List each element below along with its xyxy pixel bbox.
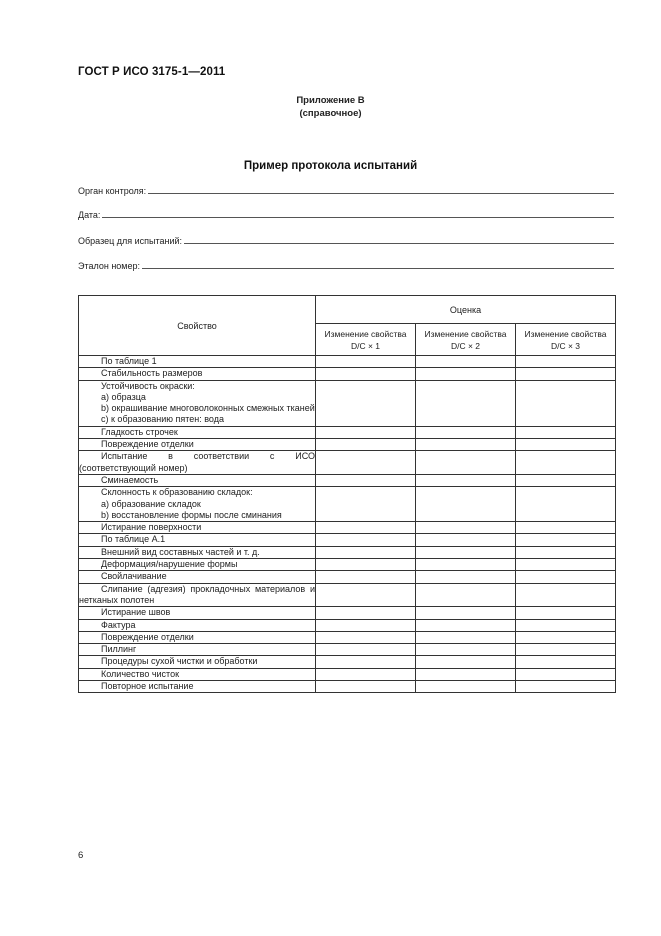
field-label: Орган контроля: xyxy=(78,186,147,196)
grade-cell[interactable] xyxy=(516,668,616,680)
grade-cell[interactable] xyxy=(516,426,616,438)
property-cell xyxy=(79,631,316,643)
property-cell xyxy=(79,356,316,368)
property-text: Фактура xyxy=(101,619,136,630)
grade-cell[interactable] xyxy=(516,451,616,475)
grade-cell[interactable] xyxy=(516,631,616,643)
grade-cell[interactable] xyxy=(316,619,416,631)
table-row xyxy=(79,380,616,426)
property-text: с) к образованию пятен: вода xyxy=(101,414,224,425)
property-text: Повреждение отделки xyxy=(101,631,194,642)
column-header-grade: Оценка xyxy=(316,296,616,324)
grade-cell[interactable] xyxy=(416,380,516,426)
table-row xyxy=(79,474,616,486)
grade-cell[interactable] xyxy=(516,380,616,426)
table-row xyxy=(79,681,616,693)
fill-line[interactable] xyxy=(142,268,614,269)
column-header-dc1 xyxy=(316,324,416,356)
sub-header-line: D/C × 1 xyxy=(350,340,381,351)
grade-cell[interactable] xyxy=(316,451,416,475)
table-row xyxy=(79,668,616,680)
property-text: Повторное испытание xyxy=(101,681,194,692)
table-row xyxy=(79,644,616,656)
table-row xyxy=(79,607,616,619)
table-row xyxy=(79,534,616,546)
sub-header-line: Изменение свойства xyxy=(424,328,507,339)
property-cell xyxy=(79,487,316,522)
property-cell xyxy=(79,644,316,656)
grade-cell[interactable] xyxy=(516,439,616,451)
field-inspection-body xyxy=(78,186,614,196)
grade-cell[interactable] xyxy=(516,474,616,486)
grade-cell[interactable] xyxy=(316,439,416,451)
grade-cell[interactable] xyxy=(316,522,416,534)
grade-cell[interactable] xyxy=(316,487,416,522)
document-header: ГОСТ Р ИСО 3175-1—2011 xyxy=(78,66,226,78)
column-header-dc2 xyxy=(416,324,516,356)
grade-cell[interactable] xyxy=(516,356,616,368)
grade-cell[interactable] xyxy=(316,681,416,693)
property-text: b) окрашивание многоволоконных смежных тканей xyxy=(101,403,315,414)
table-row xyxy=(79,522,616,534)
fill-line[interactable] xyxy=(102,217,614,218)
grade-cell[interactable] xyxy=(516,487,616,522)
property-text: b) восстановление формы после сминания xyxy=(101,509,282,520)
property-text: Склонность к образованию складок: xyxy=(101,487,253,498)
property-cell xyxy=(79,522,316,534)
property-cell xyxy=(79,571,316,583)
sub-header-line: Изменение свойства xyxy=(524,328,607,339)
table-row xyxy=(79,656,616,668)
property-cell xyxy=(79,474,316,486)
grade-cell[interactable] xyxy=(316,668,416,680)
table-row xyxy=(79,619,616,631)
table-row xyxy=(79,583,616,607)
property-cell xyxy=(79,681,316,693)
test-report-table xyxy=(78,295,616,693)
grade-cell[interactable] xyxy=(316,644,416,656)
column-header-dc3 xyxy=(516,324,616,356)
grade-cell[interactable] xyxy=(516,534,616,546)
grade-cell[interactable] xyxy=(316,380,416,426)
grade-cell[interactable] xyxy=(416,356,516,368)
property-text: Испытание в соответствии с ИСО (соответствующий номер) xyxy=(79,451,315,473)
property-text: Стабильность размеров xyxy=(101,368,203,379)
grade-cell[interactable] xyxy=(416,474,516,486)
property-text: Сминаемость xyxy=(101,474,159,485)
table-row xyxy=(79,426,616,438)
grade-cell[interactable] xyxy=(316,368,416,380)
table-row xyxy=(79,571,616,583)
grade-cell[interactable] xyxy=(416,571,516,583)
property-text: По таблице А.1 xyxy=(101,534,166,545)
property-text: а) образца xyxy=(101,391,146,402)
grade-cell[interactable] xyxy=(416,522,516,534)
grade-cell[interactable] xyxy=(316,426,416,438)
property-cell xyxy=(79,451,316,475)
property-text: Пиллинг xyxy=(101,644,137,655)
grade-cell[interactable] xyxy=(316,474,416,486)
appendix-title: Приложение В xyxy=(296,95,365,106)
grade-cell[interactable] xyxy=(416,439,516,451)
column-header-property: Свойство xyxy=(79,296,316,356)
grade-cell[interactable] xyxy=(516,368,616,380)
grade-cell[interactable] xyxy=(516,522,616,534)
grade-cell[interactable] xyxy=(416,644,516,656)
property-cell xyxy=(79,439,316,451)
property-cell xyxy=(79,619,316,631)
sub-header-line: D/C × 3 xyxy=(550,340,581,351)
table-row xyxy=(79,559,616,571)
page-number: 6 xyxy=(78,850,84,861)
grade-cell[interactable] xyxy=(416,619,516,631)
grade-cell[interactable] xyxy=(416,681,516,693)
document-title: Пример протокола испытаний xyxy=(243,160,418,172)
table-row xyxy=(79,631,616,643)
field-test-sample xyxy=(78,236,614,246)
property-text: Деформация/нарушение формы xyxy=(101,559,238,570)
grade-cell[interactable] xyxy=(416,583,516,607)
property-text: Повреждение отделки xyxy=(101,439,194,450)
grade-cell[interactable] xyxy=(316,559,416,571)
table-row xyxy=(79,439,616,451)
property-cell xyxy=(79,668,316,680)
grade-cell[interactable] xyxy=(516,559,616,571)
property-text: Слипание (адгезия) прокладочных материалов и нетканых полотен xyxy=(79,583,315,605)
property-text: Гладкость строчек xyxy=(101,426,178,437)
field-date xyxy=(78,210,614,220)
grade-cell[interactable] xyxy=(516,681,616,693)
grade-cell[interactable] xyxy=(316,571,416,583)
property-text: Устойчивость окраски: xyxy=(101,380,195,391)
table-row xyxy=(79,451,616,475)
property-cell xyxy=(79,656,316,668)
grade-cell[interactable] xyxy=(416,668,516,680)
grade-cell[interactable] xyxy=(316,656,416,668)
property-text: По таблице 1 xyxy=(101,356,157,366)
appendix-subtitle: (справочное) xyxy=(299,108,362,119)
table-row xyxy=(79,487,616,522)
grade-cell[interactable] xyxy=(516,644,616,656)
field-label: Образец для испытаний: xyxy=(78,236,183,246)
property-cell xyxy=(79,546,316,558)
fill-line[interactable] xyxy=(148,193,614,194)
grade-cell[interactable] xyxy=(316,583,416,607)
grade-cell[interactable] xyxy=(316,546,416,558)
grade-cell[interactable] xyxy=(316,631,416,643)
property-text: Истирание швов xyxy=(101,607,171,618)
sub-header-line: Изменение свойства xyxy=(324,328,407,339)
property-text: Свойлачивание xyxy=(101,571,167,582)
grade-cell[interactable] xyxy=(416,451,516,475)
property-cell xyxy=(79,583,316,607)
grade-cell[interactable] xyxy=(516,546,616,558)
grade-cell[interactable] xyxy=(416,368,516,380)
field-reference-number xyxy=(78,261,614,271)
table-row xyxy=(79,368,616,380)
property-cell xyxy=(79,380,316,426)
grade-cell[interactable] xyxy=(416,534,516,546)
table-row xyxy=(79,546,616,558)
grade-cell[interactable] xyxy=(416,426,516,438)
property-text: Внешний вид составных частей и т. д. xyxy=(101,546,260,557)
grade-cell[interactable] xyxy=(516,583,616,607)
grade-cell[interactable] xyxy=(416,656,516,668)
grade-cell[interactable] xyxy=(516,571,616,583)
grade-cell[interactable] xyxy=(516,619,616,631)
field-label: Эталон номер: xyxy=(78,261,140,271)
field-label: Дата: xyxy=(78,210,101,220)
property-cell xyxy=(79,607,316,619)
grade-cell[interactable] xyxy=(416,559,516,571)
property-text: Процедуры сухой чистки и обработки xyxy=(101,656,258,667)
property-text: а) образование складок xyxy=(101,498,201,509)
property-cell xyxy=(79,534,316,546)
grade-cell[interactable] xyxy=(316,356,416,368)
grade-cell[interactable] xyxy=(316,607,416,619)
property-cell xyxy=(79,559,316,571)
property-text: Истирание поверхности xyxy=(101,522,202,533)
table-row xyxy=(79,356,616,368)
grade-cell[interactable] xyxy=(416,607,516,619)
sub-header-line: D/C × 2 xyxy=(450,340,481,351)
grade-cell[interactable] xyxy=(516,656,616,668)
grade-cell[interactable] xyxy=(416,546,516,558)
table-body xyxy=(79,356,616,693)
property-text: Количество чисток xyxy=(101,668,180,679)
grade-cell[interactable] xyxy=(316,534,416,546)
property-cell xyxy=(79,368,316,380)
grade-cell[interactable] xyxy=(416,487,516,522)
property-cell xyxy=(79,426,316,438)
grade-cell[interactable] xyxy=(416,631,516,643)
grade-cell[interactable] xyxy=(516,607,616,619)
fill-line[interactable] xyxy=(184,243,614,244)
